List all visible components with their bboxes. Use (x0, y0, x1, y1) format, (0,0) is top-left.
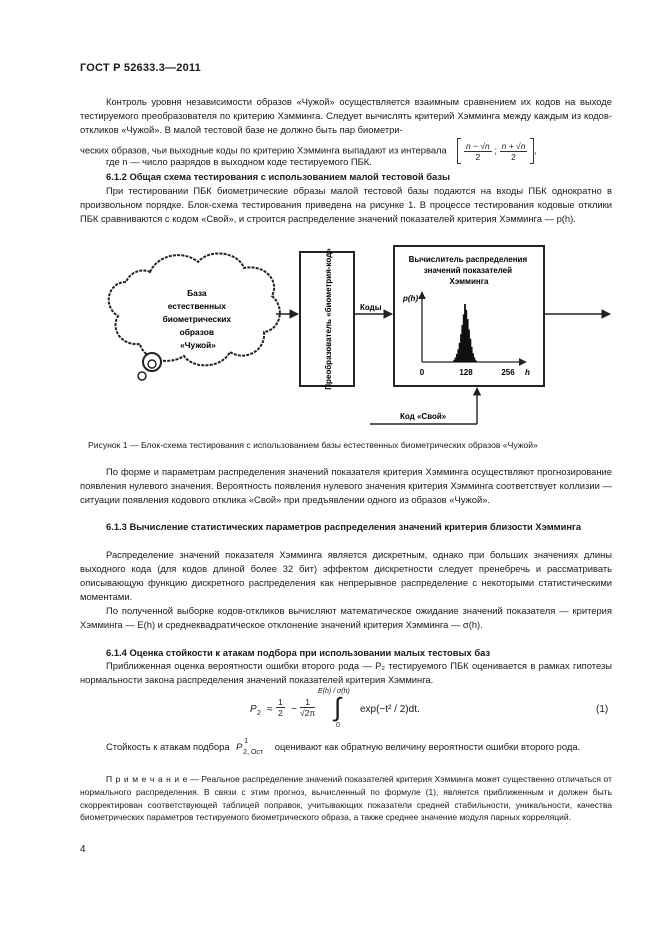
formula-approx: ≈ (267, 704, 273, 715)
own-code-label: Код «Свой» (400, 412, 447, 421)
note-text: — Реальное распределение значений показателей критерия Хэмминга может существенно отличаться от нормального распределения. В связи с этим прогноз, вычисленный по формуле (1), является приближенным и должен быть скорректирован соответствующей таблицей поправок, учитывающих показатели средней стабильности, уникальности, качества биометрических параметров тестируемого биометрического образа, а также среднее значение модуля парных корреляций. (80, 774, 612, 823)
section-6-1-4-paragraph-2 (80, 740, 612, 754)
note-block (80, 773, 612, 824)
formula-coefficient: $\frac{1}{√2\pi}$ (300, 697, 316, 718)
integral-sign: ∫ (334, 692, 342, 722)
section-6-1-3-paragraph-1: Распределение значений показателя Хэмминга является дискретным, однако при больших значениях длины выходного кода (для кодов длиной более 32 бит) эффектом дискретности следует пренебречь и рассматривать описывающую функцию дискретного распределения как непрерывное распределение с некоторыми статистическими моментами. (80, 549, 612, 603)
formula-minus: − (291, 704, 297, 715)
section-6-1-3-paragraph-2: По полученной выборке кодов-откликов вычисляют математическое ожидание значений показателя — критерия Хэмминга — E(h) и среднеквадратическое отклонение значений критерия Хэмминга — σ(h). (80, 605, 612, 631)
cloud-label-line: образов (179, 327, 215, 337)
resistance-text-end: оценивают как обратную величину вероятности ошибки второго рода. (274, 741, 581, 752)
section-6-1-4-paragraph-1: Приближенная оценка вероятности ошибки второго рода — P₂ тестируемого ПБК оценивается в рамках гипотезы нормальности закона распределения значений показателей критерия Хэмминга. (80, 660, 612, 686)
page-number: 4 (80, 844, 86, 855)
cloud-label (163, 288, 234, 350)
formula-1 (250, 690, 612, 734)
note-label: П р и м е ч а н и е (106, 774, 188, 784)
calculator-title-line: значений показателей (423, 266, 513, 275)
section-heading-6-1-4: 6.1.4 Оценка стойкости к атакам подбора при использовании малых тестовых баз (106, 647, 491, 658)
cloud-label-line: База (187, 288, 207, 298)
section-heading-6-1-2: 6.1.2 Общая схема тестирования с использованием малой тестовой базы (106, 171, 450, 182)
intro-paragraph-1: Контроль уровня независимости образов «Чужой» осуществляется взаимным сравнением их кодов на выходе тестируемого преобразователя по критерию Хэмминга. Следует вычислять критерий Хэмминга между каждым из кодов-откликов «Чужой». В малой тестовой базе не должно быть пар биометри- (80, 96, 612, 136)
cloud-label-line: «Чужой» (180, 340, 216, 350)
document-header: ГОСТ Р 52633.3—2011 (80, 62, 201, 74)
cloud-label-line: биометрических (162, 314, 232, 324)
hist-tick-0: 0 (419, 368, 425, 377)
block-diagram (80, 238, 612, 438)
formula-integrand: exp(−t² / 2)dt. (360, 704, 420, 715)
formula-lhs: P (250, 704, 257, 715)
integral-lower-limit: 0 (336, 722, 340, 729)
resistance-text: Стойкость к атакам подбора (106, 741, 230, 752)
calculator-title-line: Хэмминга (449, 277, 489, 286)
interval-right-fraction: $\frac{n + √n}{2}$ (501, 140, 526, 162)
cloud-label-line: естественных (167, 301, 226, 311)
interval-left-fraction: $\frac{n - √n}{2}$ (465, 140, 490, 162)
resistance-symbol-sub: 2, Ост (243, 749, 264, 756)
intro-paragraph-3: где n — число разрядов в выходном коде тестируемого ПБК. (106, 156, 372, 167)
section-6-1-2-paragraph: При тестировании ПБК биометрические образы малой тестовой базы подаются на входы ПБК однократно в произвольном порядке. Блок-схема тестирования приведена на рисунке 1. В процессе тестирования кодовые отклики ПБК сравниваются с кодом «Свой», и строится распределение значений показателей критерия Хэмминга — p(h). (80, 185, 612, 225)
resistance-symbol-sup: 1 (244, 738, 249, 745)
figure-caption: Рисунок 1 — Блок-схема тестирования с использованием базы естественных биометрических образов «Чужой» (88, 440, 538, 450)
resistance-symbol (232, 740, 272, 754)
resistance-symbol-letter: P (236, 741, 243, 752)
integral-upper-limit: E(h) / σ(h) (318, 688, 350, 695)
formula-number: (1) (596, 704, 609, 715)
formula-lhs-sub: 2 (257, 710, 261, 717)
codes-label: Коды (360, 303, 382, 312)
hist-tick-256: 256 (501, 368, 515, 377)
hist-y-label: p(h) (403, 294, 419, 303)
intro-paragraph-2-text: ческих образов, чьи выходные коды по критерию Хэмминга выпадают из интервала (80, 144, 447, 156)
histogram-bar (475, 360, 477, 362)
interval-separator: ; (494, 144, 497, 156)
hist-tick-128: 128 (459, 368, 473, 377)
calculator-title-line: Вычислитель распределения (408, 255, 528, 264)
section-heading-6-1-3: 6.1.3 Вычисление статистических параметров распределения значений критерия близости Хэмминга (106, 521, 582, 532)
hist-x-label: h (525, 368, 530, 377)
interval-tail: , (534, 144, 537, 156)
forecast-paragraph: По форме и параметрам распределения значений показателя критерия Хэмминга осуществляют прогнозирование появления нулевого значения. Вероятность появления нулевого значения критерия Хэмминга соответствует коллизии — ситуации появления кодового отклика «Свой» при предъявлении одного из образов «Чужой». (80, 466, 612, 506)
converter-label: Преобразователь «биометрия-код» (324, 248, 333, 390)
formula-half: $\frac{1}{2}$ (278, 697, 283, 718)
